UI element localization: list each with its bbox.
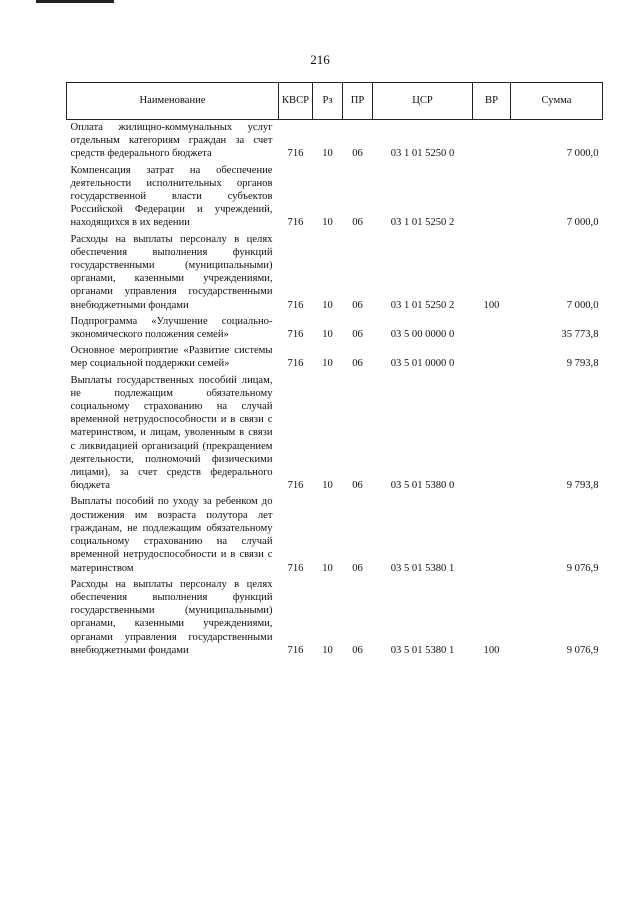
- header-sum: Сумма: [511, 83, 603, 120]
- cell-name: Подпрограмма «Улучшение социально-экономического положения семей»: [70, 315, 273, 341]
- cell-vr: [473, 163, 511, 232]
- cell-pr: 06: [352, 329, 363, 341]
- cell-csr: 03 1 01 5250 2: [390, 299, 455, 311]
- table-row: [67, 232, 603, 314]
- cell-rz: 10: [322, 329, 333, 341]
- table-row: [67, 577, 603, 659]
- header-pr: ПР: [343, 83, 373, 120]
- cell-vr: 100: [483, 299, 500, 311]
- cell-kvsr: 716: [287, 299, 304, 311]
- cell-csr: 03 5 01 0000 0: [390, 358, 455, 370]
- cell-vr: [473, 373, 511, 495]
- cell-rz: 10: [322, 299, 333, 311]
- header-csr: ЦСР: [373, 83, 473, 120]
- cell-sum: 9 076,9: [566, 562, 599, 574]
- cell-kvsr: 716: [287, 480, 304, 492]
- header-name: Наименование: [67, 83, 279, 120]
- table-row: [67, 314, 603, 343]
- cell-csr: 03 5 01 5380 1: [390, 562, 455, 574]
- cell-kvsr: 716: [287, 217, 304, 229]
- cell-name: Оплата жилищно-коммунальных услуг отдельным категориям граждан за счет средств федерального бюджета: [70, 122, 273, 160]
- cell-vr: [473, 494, 511, 576]
- cell-kvsr: 716: [287, 358, 304, 370]
- table-row: [67, 343, 603, 372]
- cell-csr: 03 1 01 5250 0: [390, 148, 455, 160]
- cell-vr: [473, 120, 511, 163]
- cell-pr: 06: [352, 562, 363, 574]
- page-number: 216: [310, 52, 330, 67]
- header-rz: Рз: [313, 83, 343, 120]
- cell-csr: 03 5 00 0000 0: [390, 329, 455, 341]
- cell-sum: 9 793,8: [566, 358, 599, 370]
- cell-kvsr: 716: [287, 329, 304, 341]
- budget-table: [66, 82, 603, 659]
- cell-csr: 03 1 01 5250 2: [390, 217, 455, 229]
- cell-sum: 7 000,0: [566, 299, 599, 311]
- cell-rz: 10: [322, 358, 333, 370]
- cell-rz: 10: [322, 644, 333, 656]
- cell-sum: 9 793,8: [566, 480, 599, 492]
- table-row: [67, 373, 603, 495]
- cell-rz: 10: [322, 562, 333, 574]
- cell-pr: 06: [352, 358, 363, 370]
- cell-rz: 10: [322, 217, 333, 229]
- cell-csr: 03 5 01 5380 1: [390, 644, 455, 656]
- cell-csr: 03 5 01 5380 0: [390, 480, 455, 492]
- cell-name: Компенсация затрат на обеспечение деятельности исполнительных органов государственной власти субъектов Российской Федерации и учреждений, находящихся в их ведении: [70, 164, 273, 229]
- cell-name: Расходы на выплаты персоналу в целях обеспечения выполнения функций государственными (муниципальными) органами, казенными учреждениями, органами управления государственными внебюджетными фондами: [70, 578, 273, 656]
- cell-kvsr: 716: [287, 148, 304, 160]
- cell-rz: 10: [322, 148, 333, 160]
- cell-name: Выплаты государственных пособий лицам, не подлежащим обязательному социальному страхованию на случай временной нетрудоспособности и в связи с материнством, и лицам, уволенным в связи с ликвидацией организаций (прекращением деятельности, полномочий физическими лицами), за счет средств федерального бюджета: [70, 374, 273, 492]
- table-row: [67, 163, 603, 232]
- cell-pr: 06: [352, 299, 363, 311]
- cell-vr: [473, 314, 511, 343]
- cell-pr: 06: [352, 644, 363, 656]
- cell-kvsr: 716: [287, 644, 304, 656]
- scan-edge-mark: [36, 0, 114, 3]
- cell-rz: 10: [322, 480, 333, 492]
- cell-name: Основное мероприятие «Развитие системы мер социальной поддержки семей»: [70, 345, 273, 370]
- header-vr: ВР: [473, 83, 511, 120]
- cell-pr: 06: [352, 148, 363, 160]
- header-kvsr: КВСР: [279, 83, 313, 120]
- cell-name: Расходы на выплаты персоналу в целях обеспечения выполнения функций государственными (муниципальными) органами, казенными учреждениями, органами управления государственными внебюджетными фондами: [70, 233, 273, 311]
- cell-vr: [473, 343, 511, 372]
- cell-sum: 7 000,0: [566, 217, 599, 229]
- header-row: [67, 83, 603, 120]
- cell-sum: 35 773,8: [561, 329, 599, 341]
- cell-pr: 06: [352, 480, 363, 492]
- cell-name: Выплаты пособий по уходу за ребенком до достижения им возраста полутора лет гражданам, не подлежащим обязательному социальному страхованию на случай временной нетрудоспособности и в связи с материнством: [70, 496, 273, 574]
- cell-sum: 7 000,0: [566, 148, 599, 160]
- cell-sum: 9 076,9: [566, 644, 599, 656]
- cell-pr: 06: [352, 217, 363, 229]
- table-row: [67, 494, 603, 576]
- cell-kvsr: 716: [287, 562, 304, 574]
- cell-vr: 100: [483, 644, 500, 656]
- table-row: [67, 120, 603, 163]
